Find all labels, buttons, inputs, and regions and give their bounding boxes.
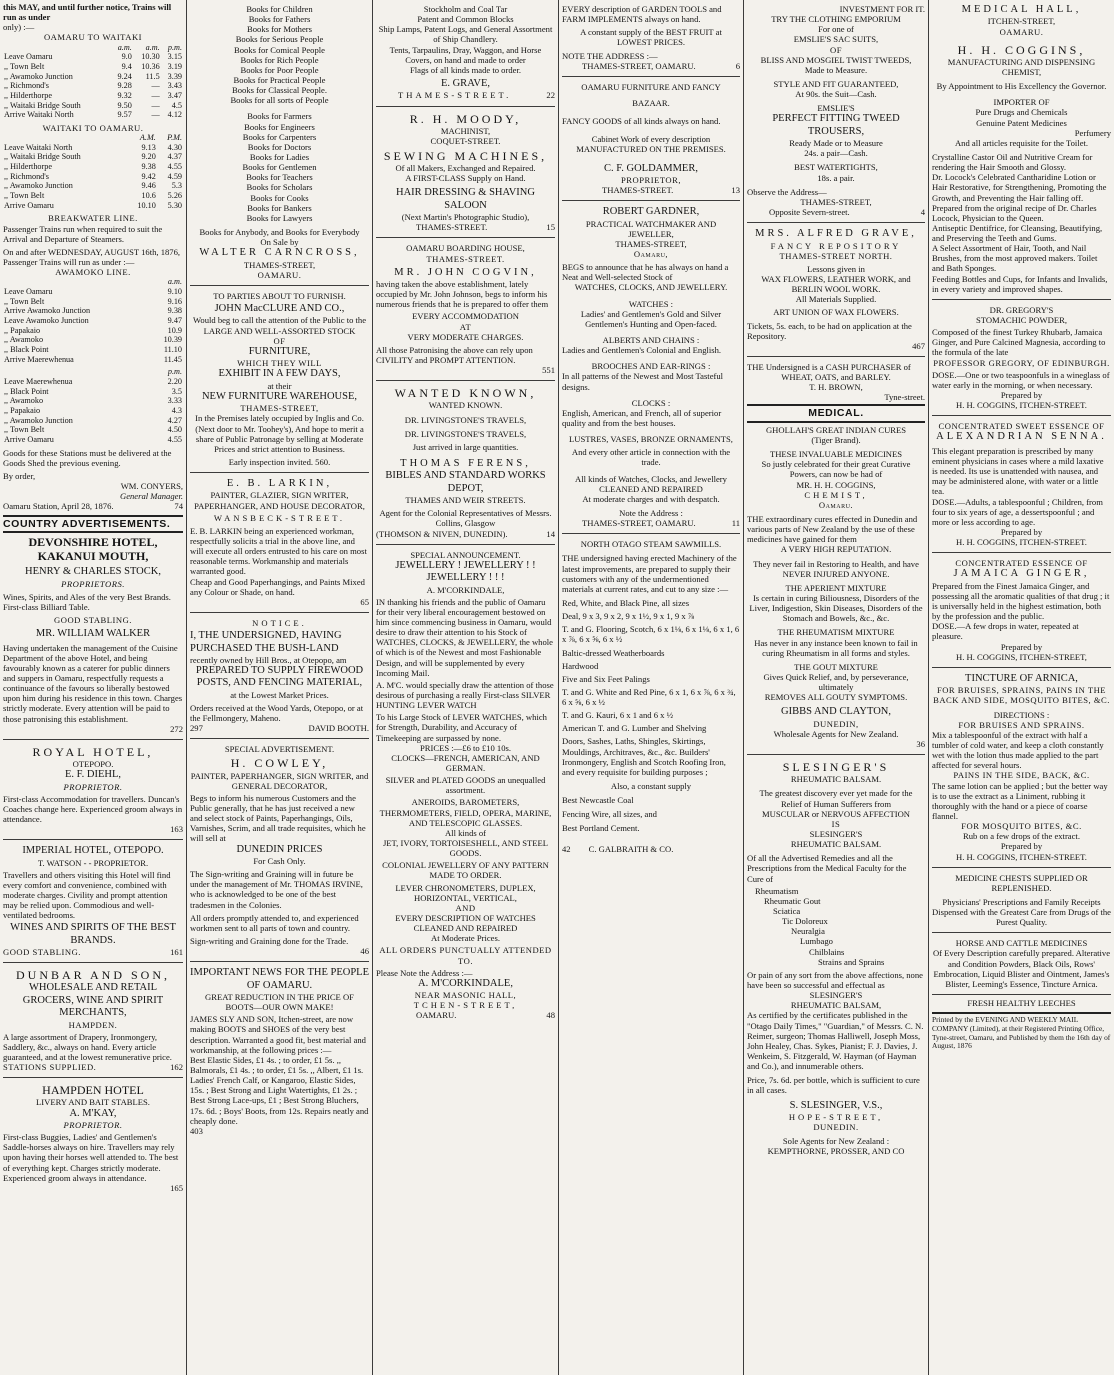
ailment-item: Lumbago — [800, 936, 833, 947]
departure-time: 9.13 — [141, 142, 156, 152]
book-line: Books for Poor People — [240, 64, 319, 75]
departure-time: 4.59 — [167, 171, 182, 181]
timetable-row — [3, 52, 183, 62]
ailment-item: Neuralgia — [791, 926, 825, 937]
ad-gregory-powder: DR. GREGORY'S STOMACHIC POWDER, Composed of the finest Turkey Rhubarb, Jamaica Ginger, and Pure Calcined Magnesia, according to the formula of the late PROFESSOR GREGORY, OF EDINBURGH. DOSE.—One or two teaspoonfuls in a wineglass of water early in the morning, or when necessary. Prepared by H. H. COGGINS, ITCHEN-STREET. — [932, 304, 1110, 411]
book-line: Books for Bankers — [247, 202, 312, 213]
timber-item: Baltic-dressed Weatherboards — [562, 647, 665, 658]
ad-ghollah-cures: GHOLLAH'S GREAT INDIAN CURES (Tiger Brand). THESE INVALUABLE MEDICINES So justly celebrated for their great Curative Powers, can now be had of MR. H. H. COGGINS, CHEMIST, Oamaru. THE extraordinary cures effected in Dunedin and various parts of New Zealand by the use of these medicines have gained for them A VERY HIGH REPUTATION. They never fail in Restoring to Health, and have NEVER INJURED ANYONE. THE APERIENT MIXTURE Is certain in curing Biliousness, Disorders of the Liver, Indigestion, Skin Diseases, Disorders of the Stomach and Bowels, &c., &c. THE RHEUMATISM MIXTURE Has never in any instance been known to fail in curing Rheumatism in all forms and styles. THE GOUT MIXTURE Gives Quick Relief, and, by perseverance, ultimately REMOVES ALL GOUTY SYMPTOMS. GIBBS AND CLAYTON, DUNEDIN, Wholesale Agents for New Zealand. 36 — [747, 424, 925, 750]
departure-time: 4.27 — [167, 415, 182, 425]
station-name: ,, Town Belt — [4, 191, 45, 201]
timetable-row — [3, 101, 183, 111]
timetable-row — [3, 335, 183, 345]
timetable-waitaki-oamaru: A.M. P.M. Leave Waitaki North 9.13 4.30 ,, Waitaki Bridge South 9.20 4.37 ,, Hilderthorpe 9.38 4.55 ,, Richmond's 9.42 4.59 ,, Awamoko Junction 9.46 5.3 ,, Town Belt 10.6 5.26 Arrive Oamaru 10.10 5.30 — [4, 133, 182, 210]
departure-time: 3.15 — [167, 52, 182, 62]
ad-cogvin: OAMARU BOARDING HOUSE, THAMES-STREET. MR. JOHN COGVIN, having taken the above establishment, lately occupied by Mr. John Johnson, begs to inform his numerous friends that he is prepared to offer them EVERY ACCOMMODATION AT VERY MODERATE CHARGES. All those Patronising the above can rely upon CIVILITY and PROMPT ATTENTION. 551 — [376, 243, 555, 376]
departure-time: 10.10 — [137, 200, 156, 210]
departure-time: 9.0 — [121, 52, 132, 62]
departure-time: 10.30 — [141, 52, 160, 62]
ad-moody: R. H. MOODY, MACHINIST, COQUET-STREET. SEWING MACHINES, Of all Makers, Exchanged and Repaired. A FIRST-CLASS Supply on Hand. HAIR DRESSING & SHAVING SALOON (Next Martin's Photographic Studio), THAMES-STREET. 15 — [383, 111, 555, 233]
ailment-item: Rheumatic Gout — [764, 895, 821, 906]
departure-time: 9.4 — [121, 61, 132, 71]
departure-time: 3.5 — [171, 386, 182, 396]
departure-time: 3.33 — [167, 396, 182, 406]
ad-galbraith-sawmills: NORTH OTAGO STEAM SAWMILLS. THE undersigned having erected Machinery of the latest improvements, are prepared to supply their customers with any of the undermentioned materials at current rates, and cut to any size :— Red, White, and Black Pine, all sizes Deal, 9 x 3, 9 x 2, 9 x 1½, 9 x 1, 9 x ⅞ T. and G. Flooring, Scotch, 6 x 1⅛, 6 x 1⅛, 6 x 1, 6 x ⅞, 6 x ⅝, 6 x ½ Baltic-dressed Weatherboards Hardwood Five and Six Feet Palings T. and G. White and Red Pine, 6 x 1, 6 x ⅞, 6 x ¾, 6 x ⅝, 6 x ½ T. and G. Kauri, 6 x 1 and 6 x ½ American T. and G. Lumber and Shelving Doors, Sashes, Laths, Shingles, Skirtings, Mouldings, Architraves, &c., &c. Builders' Ironmongery, English and Scotch Roofing Iron, and every requisite for building purposes ; Also, a constant supply Best Newcastle Coal Fencing Wire, all sizes, and Best Portland Cement. 42 C. GALBRAITH & CO. — [562, 539, 740, 854]
timetable-row — [3, 191, 183, 201]
timber-item: American T. and G. Lumber and Shelving — [562, 723, 707, 734]
timetable-row — [3, 91, 183, 101]
chandlery-item: Stockholm and Coal Tar — [423, 4, 508, 14]
books-list — [190, 4, 369, 105]
departure-time: 9.32 — [117, 90, 132, 100]
book-line: Books for Carpenters — [242, 131, 317, 142]
ad-royal-hotel: ROYAL HOTEL, OTEPOPO. E. F. DIEHL, PROPRIETOR. First-class Accommodation for travellers. Duncan's Coaches change here. Experienced groom always in attendance. 163 — [3, 744, 183, 835]
timber-item: Five and Six Feet Palings — [562, 673, 650, 684]
timber-item: Doors, Sashes, Laths, Shingles, Skirtings, Mouldings, Architraves, &c., &c. Builders' Ironmongery, English and Scotch Roofing Iron, and every requisite for building purposes ; — [562, 736, 726, 777]
departure-time: 9.50 — [117, 100, 132, 110]
book-line: Books for Ladies — [249, 151, 310, 162]
departure-time: — — [151, 100, 160, 110]
timetable-row — [3, 377, 183, 387]
station-name: ,, Papakaio — [4, 325, 41, 335]
ad-grave-repository: MRS. ALFRED GRAVE, FANCY REPOSITORY THAMES-STREET NORTH. Lessons given in WAX FLOWERS, LEATHER WORK, and BERLIN WOOL WORK. All Materials Supplied. ART UNION OF WAX FLOWERS. Tickets, 5s. each, to be had on application at the Repository. 467 — [747, 228, 925, 351]
departure-time: 9.57 — [117, 110, 132, 120]
timber-item: Red, White, and Black Pine, all sizes — [562, 597, 690, 608]
departure-time: 3.47 — [167, 90, 182, 100]
departure-time: 9.42 — [141, 171, 156, 181]
ad-goldammer-bazaar: OAMARU FURNITURE AND FANCY BAZAAR. FANCY GOODS of all kinds always on hand. Cabinet Work of every description MANUFACTURED ON THE PREMISES. C. F. GOLDAMMER, PROPRIETOR, THAMES-STREET. 13 — [562, 81, 740, 196]
ad-booth-notice: NOTICE. I, THE UNDERSIGNED, HAVING PURCHASED THE BUSH-LAND recently owned by Hill Bros., at Otepopo, am PREPARED TO SUPPLY FIREWOOD POSTS, AND FENCING MATERIAL, at the Lowest Market Prices. Orders received at the Wood Yards, Otepopo, or at the Fellmongery, Maheno. 297 DAVID BOOTH. — [190, 618, 369, 734]
timetable-row — [3, 287, 183, 297]
ad-mcorkindale: SPECIAL ANNOUNCEMENT. JEWELLERY ! JEWELLERY ! ! JEWELLERY ! ! ! A. M'CORKINDALE, IN thanking his friends and the public of Oamaru for their very liberal encouragement bestowed on him since commencing business in Oamaru, would desire to draw their attention to his Stock of WATCHES, CLOCKS, & JEWELLERY, the whole of which is of the Newest and most Fashionable Design, and will be supplemented by every Incoming Mail. A. M'C. would specially draw the attention of those desirous of purchasing a really First-class SILVER HUNTING LEVER WATCH To his Large Stock of LEVER WATCHES, which for Strength, Durability, and Accuracy of Timekeeping are surpassed by none. PRICES :—£6 to £10 10s. CLOCKS—FRENCH, AMERICAN, AND GERMAN. SILVER and PLATED GOODS an unequalled assortment. ANEROIDS, BAROMETERS, THERMOMETERS, FIELD, OPERA, MARINE, AND TELESCOPIC GLASSES. All kinds of JET, IVORY, TORTOISESHELL, AND STEEL GOODS. COLONIAL JEWELLERY OF ANY PATTERN MADE TO ORDER. LEVER CHRONOMETERS, DUPLEX, HORIZONTAL, VERTICAL, AND EVERY DESCRIPTION OF WATCHES CLEANED AND REPAIRED At Moderate Prices. ALL ORDERS PUNCTUALLY ATTENDED TO. Please Note the Address :— A. M'CORKINDALE, NEAR MASONIC HALL, TCHEN-STREET, OAMARU. 48 — [376, 549, 555, 1021]
ad-gardner: ROBERT GARDNER, PRACTICAL WATCHMAKER AND JEWELLER, THAMES-STREET, Oamaru, BEGS to announce that he has always on hand a Neat and Well-selected Stock of WATCHES, CLOCKS, AND JEWELLERY. WATCHES : Ladies' and Gentlemen's Gold and Silver Gentlemen's Hunting and Open-faced. ALBERTS AND CHAINS : Ladies and Gentlemen's Colonial and English. BROOCHES AND EAR-RINGS : In all patterns of the Newest and Most Tasteful designs. CLOCKS : English, American, and French, all of superior quality and from the best houses. LUSTRES, VASES, BRONZE ORNAMENTS, And every other article in connection with the trade. All kinds of Watches, Clocks, and Jewellery CLEANED AND REPAIRED At moderate charges and with despatch. Note the Address : THAMES-STREET, OAMARU. 11 — [562, 206, 740, 529]
ad-ginger: CONCENTRATED ESSENCE OF JAMAICA GINGER, Prepared from the Finest Jamaica Ginger, and possessing all the aromatic qualities of that drug ; it is universally held in the highest estimation, both by the profession and the public. DOSE.—A few drops in water, repeated at pleasure. Prepared by H. H. COGGINS, ITCHEN-STREET, — [932, 558, 1110, 662]
chandlery-item: Ship Lamps, Patent Logs, and General Assortment of Ship Chandlery. — [378, 24, 553, 45]
station-name: ,, Black Point — [4, 345, 49, 354]
timber-item: T. and G. Kauri, 6 x 1 and 6 x ½ — [562, 710, 674, 721]
timetable-row — [3, 72, 183, 82]
by-order: By order, — [3, 471, 36, 481]
book-line: Books for Children — [246, 4, 313, 14]
departure-time: 5.26 — [167, 191, 182, 201]
timetable-row — [3, 396, 183, 406]
station-name: Arrive Awamoko Junction — [4, 306, 91, 316]
station-name: ,, Town Belt — [4, 296, 45, 306]
chandlery-item: Flags of all kinds made to order. — [410, 64, 521, 75]
section-heading-medical: MEDICAL. — [747, 404, 925, 422]
chandlery-item: Tents, Tarpaulins, Dray, Waggon, and Horse Covers, on hand and made to order — [389, 44, 542, 65]
signer-name: WM. CONYERS, — [120, 481, 183, 492]
departure-time: 11.5 — [145, 71, 160, 81]
timetable-row — [3, 326, 183, 336]
ailment-item: Strains and Sprains — [818, 956, 885, 967]
timetable-heading: OAMARU TO WAITAKI — [43, 32, 143, 43]
ad-horse-medicines: HORSE AND CATTLE MEDICINES Of Every Description carefully prepared. Alterative and Condition Powders, Black Oils, Rows' Embrocation, Liquid Blister and Ointment, James's Blister, Leeming's Essence, Tincture Arnica. — [932, 938, 1111, 989]
chandlery-item: Patent and Common Blocks — [417, 14, 514, 25]
timetable-row — [3, 425, 183, 435]
book-line: Books for Scholars — [246, 182, 313, 193]
departure-time: 10.6 — [141, 191, 156, 201]
timetable-row — [3, 435, 183, 445]
departure-time: 10.36 — [141, 61, 160, 71]
book-line: Books for Serious People — [235, 34, 324, 45]
timetable-row — [3, 306, 183, 316]
station-name: ,, Awamoko — [4, 335, 44, 345]
timetable-row — [3, 143, 183, 153]
station-name: ,, Awamoko Junction — [4, 71, 73, 81]
departure-time: 9.38 — [141, 162, 156, 172]
timetable-row — [3, 316, 183, 326]
departure-time: 11.45 — [163, 354, 182, 364]
book-line: Books for Gentlemen — [242, 162, 317, 173]
ad-emslie: INVESTMENT FOR IT. TRY THE CLOTHING EMPORIUM For one of EMSLIE'S SAC SUITS, OF BLISS AND MOSGIEL TWIST TWEEDS, Made to Measure. STYLE AND FIT GUARANTEED, At 90s. the Suit—Cash. EMSLIE'S PERFECT FITTING TWEED TROUSERS, Ready Made or to Measure 24s. a pair—Cash. BEST WATERTIGHTS, 18s. a pair. Observe the Address— THAMES-STREET, Opposite Severn-street. 4 — [747, 4, 925, 217]
ad-wanted-known: WANTED KNOWN, WANTED KNOWN. DR. LIVINGSTONE'S TRAVELS, DR. LIVINGSTONE'S TRAVELS, Just arrived in large quantities. THOMAS FERENS, BIBLES AND STANDARD WORKS DEPOT, THAMES AND WEIR STREETS. Agent for the Colonial Representatives of Messrs. Collins, Glasgow (THOMSON & NIVEN, DUNEDIN). 14 — [376, 386, 555, 539]
column-2 — [187, 0, 372, 1375]
ailment-item: Tic Doloreux — [782, 916, 828, 927]
departure-time: 3.39 — [167, 71, 182, 81]
departure-time: 9.47 — [167, 315, 182, 325]
ad-grave-chandlery: Stockholm and Coal Tar Patent and Common Blocks Ship Lamps, Patent Logs, and General Assortment of Ship Chandlery. Tents, Tarpaulins, Dray, Waggon, and Horse Covers, on hand and made to order Flags of all kinds made to order. E. GRAVE, THAMES-STREET. 22 — [376, 2, 555, 103]
ad-dunbar-and-son: DUNBAR AND SON, WHOLESALE AND RETAIL GROCERS, WINE AND SPIRIT MERCHANTS, HAMPDEN. A large assortment of Drapery, Ironmongery, Saddlery, &c., always on hand. Every article guaranteed, and at the lowest remunerative price. STATIONS SUPPLIED. 162 — [3, 968, 183, 1073]
timetable-row — [3, 81, 183, 91]
timber-item: T. and G. White and Red Pine, 6 x 1, 6 x ⅞, 6 x ¾, 6 x ⅝, 6 x ½ — [562, 686, 736, 708]
station-name: Arrive Waitaki North — [4, 110, 74, 120]
breakwater-text: Passenger Trains run when required to suit the Arrival and Departure of Steamers. — [3, 223, 163, 244]
departure-time: 4.30 — [167, 142, 182, 152]
departure-time: 4.55 — [167, 162, 182, 172]
book-line: Books for Cooks — [250, 192, 309, 203]
breakwater-heading: BREAKWATER LINE. — [48, 213, 138, 224]
book-line: Books for Doctors — [247, 141, 312, 152]
station-name: Leave Maerewhenua — [4, 377, 73, 387]
station-name: Leave Oamaru — [4, 52, 53, 62]
departure-time: 10.9 — [167, 325, 182, 335]
timber-item: T. and G. Flooring, Scotch, 6 x 1⅛, 6 x 1⅛, 6 x 1, 6 x ⅞, 6 x ⅝, 6 x ½ — [562, 624, 740, 645]
station-name: ,, Waitaki Bridge South — [4, 100, 81, 110]
timetable-row — [3, 387, 183, 397]
book-line: Books for Mothers — [247, 24, 312, 35]
timber-item: Deal, 9 x 3, 9 x 2, 9 x 1½, 9 x 1, 9 x ⅞ — [562, 611, 695, 622]
station-name: ,, Black Point — [4, 386, 49, 396]
station-name: ,, Town Belt — [4, 425, 45, 435]
station-name: ,, Hilderthorpe — [4, 90, 52, 100]
ailment-item: Rheumatism — [755, 885, 799, 896]
book-line: Books for Engineers — [244, 121, 315, 132]
timetable-heading: WAITAKI TO OAMARU. — [42, 122, 144, 133]
ad-sly-and-son: IMPORTANT NEWS FOR THE PEOPLE OF OAMARU. GREAT REDUCTION IN THE PRICE OF BOOTS—OUR OWN MAKE! JAMES SLY AND SON, Itchen-street, are now making BOOTS and SHOES of the very best description. Warranted a good fit, best material and workmanship, at the following prices :— Best Elastic Sides, £1 4s. ; to order, £1 5s. ,, Balmorals, £1 4s. ; to order, £1 5s. ,, Albert, £1 1s. Ladies' French Calf, or Kangaroo, Elastic Sides, 15s. ; Best Strong and Light Watertights, £1 2s. ; Best Strong Lace-ups, £1 ; Best Strong Bluchers, 17s. 6d. ; Boys' Boots, from 12s. Repairs neatly and cheaply done. 403 — [190, 967, 369, 1136]
departure-time: — — [151, 90, 160, 100]
ad-coggins-medical-hall: MEDICAL HALL, ITCHEN-STREET, OAMARU. H. H. COGGINS, MANUFACTURING AND DISPENSING CHEMIST, By Appointment to His Excellency the Governor. IMPORTER OF Pure Drugs and Chemicals Genuine Patent Medicines Perfumery And all articles requisite for the Toilet. Crystalline Castor Oil and Nutritive Cream for rendering the Hair Smooth and Glossy. Dr. Locock's Celebrated Cantharidine Lotion or Hair Restorative, for Strengthening, Promoting the Growth, and Preventing the Hair falling off. Prepared from the original recipe of Dr. Charles Locock, Physician to the Queen. Antiseptic Dentifrice, for Cleansing, Beautifying, and Preserving the Teeth and Gums. A Select Assortment of Hair, Tooth, and Nail Brushes, from the most approved makers. Toilet and Bath Sponges. Feeding Bottles and Cups, for Infants and Invalids, in every variety and improved shapes. — [932, 4, 1111, 294]
departure-time: 5.30 — [167, 200, 182, 210]
station-name: Leave Awamoko Junction — [4, 315, 89, 325]
timber-item: Hardwood — [562, 660, 599, 671]
timetable-row — [3, 62, 183, 72]
ad-slesinger-balsam: SLESINGER'S RHEUMATIC BALSAM. The greatest discovery ever yet made for the Relief of Human Sufferers from MUSCULAR or NERVOUS AFFECTION IS SLESINGER'S RHEUMATIC BALSAM. Of all the Advertised Remedies and all the Prescriptions from the Medical Faculty for the Cure of Rheumatism Rheumatic Gout Sciatica Tic Doloreux Neuralgia Lumbago Chilblains Strains and Sprains Or pain of any sort from the above affections, none have been so successful and effectual as SLESINGER'S RHEUMATIC BALSAM, As certified by the certificates published in the "Otago Daily Times," "Guardian," of Messrs. C. N. Reimer, surgeon; Thomas Halliwell, Joseph Moss, John Healey, Chas. Sykes, Pianist; F. J. Davies, J. Wenkeim, S. Fitzgerald, W. Hayman (of Hayman and Co.), and innumerable others. Price, 7s. 6d. per bottle, which is sufficient to cure in all cases. S. SLESINGER, V.S., HOPE-STREET, DUNEDIN. Sole Agents for New Zealand : KEMPTHORNE, PROSSER, AND CO — [747, 760, 924, 1157]
books-list-2 — [190, 111, 369, 223]
railway-notice-only: only) :— — [3, 22, 35, 33]
departure-time: 10.39 — [163, 335, 182, 345]
ad-larkin: E. B. LARKIN, PAINTER, GLAZIER, SIGN WRITER, PAPERHANGER, AND HOUSE DECORATOR, WANSBECK-STREET. E. B. LARKIN being an experienced workman, respectfully solicits a trial in the above line, and will execute all orders entrusted to his care on most reasonable terms. Workmanship and materials warranted good. Cheap and Good Paperhangings, and Paints Mixed any Colour or Shade, on hand. 65 — [190, 478, 369, 607]
awamoko-heading: AWAMOKO LINE. — [55, 267, 131, 278]
railway-notice-heading: this MAY, and until further notice, Trains will run as under — [3, 2, 172, 23]
departure-time: 11.10 — [163, 345, 182, 354]
column-6 — [929, 0, 1114, 1375]
departure-time: — — [151, 110, 160, 120]
book-line: Books for Classical People. — [232, 85, 327, 96]
ad-imperial-hotel: IMPERIAL HOTEL, OTEPOPO. T. WATSON - - PROPRIETOR. Travellers and others visiting this Hotel will find every comfort and convenience, combined with moderate charges. Civility and prompt attention may be relied upon. Commodious and well-ventilated bedrooms. WINES AND SPIRITS OF THE BEST BRANDS. GOOD STABLING. 161 — [3, 845, 183, 958]
leeches-line: FRESH HEALTHY LEECHES — [967, 998, 1076, 1009]
departure-time: 9.10 — [167, 286, 182, 296]
timetable-row — [3, 345, 183, 355]
book-line: Books for all sorts of People — [230, 95, 329, 106]
departure-time: 9.16 — [167, 296, 182, 306]
timetable-awamoko-down: p.m. Leave Maerewhenua 2.20 ,, Black Point 3.5 ,, Awamoko 3.33 ,, Papakaio 4.3 ,, Awamoko Junction 4.27 ,, Town Belt 4.50 Arrive Oamaru 4.55 — [4, 367, 182, 445]
goods-note: Goods for these Stations must be delivered at the Goods Shed the previous evening. — [3, 447, 172, 468]
station-name: ,, Hilderthorpe — [4, 162, 52, 172]
timetable-oamaru-waitaki: a.m. a.m. p.m. Leave Oamaru 9.0 10.30 3.15 ,, Town Belt 9.4 10.36 3.19 ,, Awamoko Junction 9.24 11.5 3.39 ,, Richmond's 9.28 — 3.43 ,, Hilderthorpe 9.32 — 3.47 ,, Waitaki Bridge South 9.50 — 4.5 Arrive Waitaki North 9.57 — 4.12 — [4, 42, 182, 120]
ailment-item: Sciatica — [773, 906, 801, 917]
book-line: Books for Rich People — [240, 54, 319, 65]
departure-time: 9.46 — [141, 181, 156, 191]
book-line: Books for Farmers — [247, 111, 312, 122]
timetable-row — [3, 152, 183, 162]
ad-garden-tools: EVERY description of GARDEN TOOLS and FARM IMPLEMENTS always on hand. A constant supply of the BEST FRUIT at LOWEST PRICES. NOTE THE ADDRESS :— THAMES-STREET, OAMARU. 6 — [562, 4, 740, 71]
book-line: Books for Fathers — [248, 14, 311, 25]
book-line: Books for Practical People — [233, 74, 326, 85]
timetable-row — [3, 297, 183, 307]
ailment-item: Chilblains — [809, 946, 845, 957]
timetable-row — [3, 162, 183, 172]
departure-time: 9.24 — [117, 71, 132, 81]
departure-time: 9.28 — [117, 81, 132, 91]
ad-books: Books for Children Books for Fathers Books for Mothers Books for Serious People Books for Comical People Books for Rich People Books for Poor People Books for Practical People Books for Classical People. Books for all sorts of People Books for Farmers Books for Engineers Books for Carpenters Books for Doctors Books for Ladies Books for Gentlemen Books for Teachers Books for Scholars Books for Cooks Books for Bankers Books for Lawyers Books for Anybody, and Books for Everybody On Sale by WALTER CARNCROSS, THAMES-STREET, OAMARU. — [190, 2, 369, 282]
timetable-row — [3, 181, 183, 191]
station-name: Arrive Maerewhenua — [4, 354, 74, 364]
station-name: ,, Town Belt — [4, 61, 45, 71]
ad-arnica: TINCTURE OF ARNICA, FOR BRUISES, SPRAINS, PAINS IN THE BACK AND SIDE, MOSQUITO BITES, &C. DIRECTIONS : FOR BRUISES AND SPRAINS. Mix a tablespoonful of the extract with half a tumbler of cold water, and keep a cloth constantly wet with the lotion thus made applied to the part affected for several hours. PAINS IN THE SIDE, BACK, &C. The same lotion can be applied ; but the better way is to use the extract as a Liniment, rubbing it thoroughly with the hand or a piece of coarse flannel. FOR MOSQUITO BITES, &C. Rub on a few drops of the extract. Prepared by H. H. COGGINS, ITCHEN-STREET. — [932, 672, 1110, 862]
departure-time: 4.37 — [167, 152, 182, 162]
station-name: Arrive Oamaru — [4, 200, 54, 210]
timetable-awamoko-up: a.m. Leave Oamaru 9.10 ,, Town Belt 9.16 Arrive Awamoko Junction 9.38 Leave Awamoko Junction 9.47 ,, Papakaio 10.9 ,, Awamoko 10.39 ,, Black Point 11.10 Arrive Maerewhenua 11.45 — [4, 277, 182, 364]
section-heading-country-ads: COUNTRY ADVERTISEMENTS. — [3, 515, 183, 533]
book-line: Books for Teachers — [246, 172, 313, 183]
departure-time: 3.43 — [167, 81, 182, 91]
departure-time: 4.5 — [171, 100, 182, 110]
timetable-row — [3, 355, 183, 365]
book-line: Books for Lawyers — [246, 212, 313, 223]
column-4 — [559, 0, 743, 1375]
departure-time: 9.38 — [167, 306, 182, 316]
ad-hampden-hotel: HAMPDEN HOTEL LIVERY AND BAIT STABLES. A. M'KAY, PROPRIETOR. First-class Buggies, Ladies' and Gentlemen's Saddle-horses always on hire. Travellers may rely upon having their horses well attended to. The best of everything kept. Charges strictly moderate. Experienced groom always in attendance. 165 — [3, 1083, 183, 1193]
timetable-row — [3, 172, 183, 182]
departure-time: 2.20 — [167, 377, 182, 387]
printer-imprint: Printed by the EVENING AND WEEKLY MAIL COMPANY (Limited), at their Registered Printing Office, Tyne-street, Oamaru, and Published by them the 16th day of August, 1876 — [932, 1012, 1111, 1051]
ad-cowley: SPECIAL ADVERTISEMENT. H. COWLEY, PAINTER, PAPERHANGER, SIGN WRITER, and GENERAL DECORATOR, Begs to inform his numerous Customers and the Public generally, that he has just received a new and select stock of Paints, Paperhangings, Oils, Varnishes, Scrim, and all trade requisites, which he will sell at DUNEDIN PRICES For Cash Only. The Sign-writing and Graining will in future be under the management of Mr. THOMAS IRVINE, who is acknowledged to be one of the best tradesmen in the Colonies. All orders promptly attended to, and experienced workmen sent to all parts of town and country. Sign-writing and Graining done for the Trade. 46 — [190, 744, 369, 957]
departure-time: 4.3 — [171, 406, 182, 416]
departure-time: 4.50 — [167, 425, 182, 435]
station-name: ,, Awamoko Junction — [4, 181, 73, 191]
station-name: Arrive Oamaru — [4, 435, 54, 445]
departure-time: 4.55 — [167, 435, 182, 445]
timetable-row — [3, 416, 183, 426]
timetable-row — [3, 406, 183, 416]
ad-devonshire-hotel: DEVONSHIRE HOTEL, KAKANUI MOUTH, HENRY & CHARLES STOCK, PROPRIETORS. Wines, Spirits, and Ales of the very Best Brands. First-class Billiard Table. GOOD STABLING. MR. WILLIAM WALKER Having undertaken the management of the Cuisine Department of the above Hotel, and being favourably known as a caterer for public dinners and suppers in Oamaru, respectfully requests a continuance of the favours so liberally bestowed upon him during his residence in this town. Charges strictly moderate. Every attention will be paid to those patronising this establishment. 272 — [3, 534, 183, 734]
timetable-row — [3, 201, 183, 211]
station-name: ,, Papakaio — [4, 406, 41, 416]
departure-time: 9.20 — [141, 152, 156, 162]
timetable-row — [3, 110, 183, 120]
column-3 — [373, 0, 558, 1375]
departure-time: 3.19 — [167, 61, 182, 71]
station-name: ,, Richmond's — [4, 81, 49, 91]
ad-brown-grain: THE Undersigned is a CASH PURCHASER of WHEAT, OATS, and BARLEY. T. H. BROWN, Tyne-street. — [747, 361, 925, 403]
departure-time: 4.12 — [167, 110, 182, 120]
awamoko-intro: On and after WEDNESDAY, AUGUST 16th, 1876, Passenger Trains will run as under :— — [3, 246, 181, 268]
ad-medicine-chests: MEDICINE CHESTS SUPPLIED OR REPLENISHED. Physicians' Prescriptions and Family Receipts Dispensed with the Greatest Care from Drugs of the Purest Quality. — [932, 872, 1111, 928]
station-name: ,, Awamoko Junction — [4, 415, 73, 425]
ad-senna: CONCENTRATED SWEET ESSENCE OF ALEXANDRIAN SENNA. This elegant preparation is prescribed by many eminent physicians in cases where a mild laxative is needed. Its use is unattended with nausea, and may be administered alone, with water or a little tea. DOSE.—Adults, a tablespoonful ; Children, from four to six years of age, a dessertspoonful ; and more or less according to age. Prepared by H. H. COGGINS, ITCHEN-STREET. — [932, 421, 1107, 548]
book-line: Books for Comical People — [234, 44, 325, 55]
ad-maclure: TO PARTIES ABOUT TO FURNISH. JOHN MacCLURE AND CO., Would beg to call the attention of the Public to the LARGE AND WELL-ASSORTED STOCK OF FURNITURE, WHICH THEY WILL EXHIBIT IN A FEW DAYS, at their NEW FURNITURE WAREHOUSE, THAMES-STREET, In the Premises lately occupied by Inglis and Co. (Next door to Mr. Toohey's), And hope to merit a share of Public Patronage by selling at Moderate Prices and strict attention to Business. Early inspection invited. 560. — [192, 290, 367, 467]
departure-time: — — [151, 81, 160, 91]
column-1 — [0, 0, 186, 1375]
signature-date: Oamaru Station, April 28, 1876. 74 — [3, 501, 183, 512]
signer-title: General Manager. — [119, 491, 183, 502]
station-name: ,, Awamoko — [4, 396, 44, 406]
column-5 — [744, 0, 928, 1375]
station-name: ,, Richmond's — [4, 171, 49, 181]
departure-time: 5.3 — [171, 181, 182, 191]
station-name: Leave Oamaru — [4, 286, 53, 296]
station-name: Leave Waitaki North — [4, 142, 73, 152]
station-name: ,, Waitaki Bridge South — [4, 152, 81, 162]
